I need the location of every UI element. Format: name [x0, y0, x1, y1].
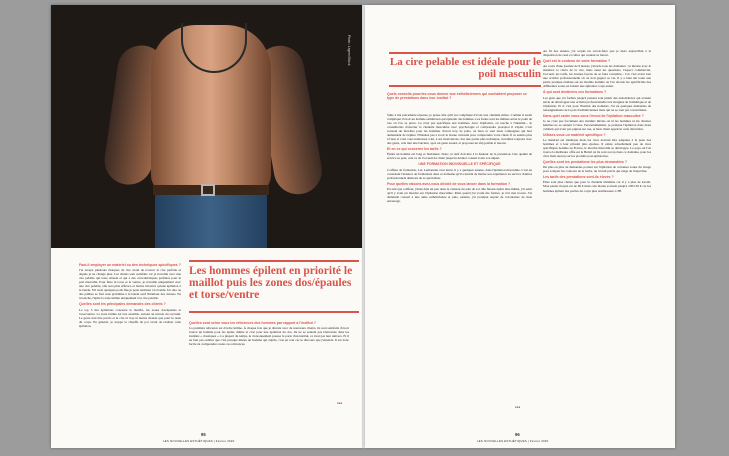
paragraph: Au fil des années, j'ai acquis un savoir-faire que je mets aujourd'hui à la disposition de ceux et celles qui veulent se lancer.	[543, 49, 651, 58]
question-heading: Quelles sont selon vous les réticences des hommes par rapport à l'institut ?	[189, 321, 316, 325]
paragraph: Coiffeur de formation, Luc Lemonnier s'est lancé, il y a quelques années, dans l'épilation masculine. C'est en constatant l'absence de formations dans ce domaine qu'il a décidé de mettre son expérience au service d'autres professionnels désireux de se spécialiser.	[387, 167, 532, 180]
title-rule-bottom	[389, 85, 541, 87]
paragraph: La première réticence est d'ordre intime. À chaque fois que je discute avec de nouveaux clients, ils sont satisfaits d'avoir trouvé un homme pour les épiler, même si c'est pour une épilation du dos. Ils ne se sentent pas bienvenus dans les instituts « classiques ». La plupart du temps, le cloisonnement pousse la porte d'un institut, ce n'est pas leur univers. Et il ne faut pas oublier que c'est presque mieux un homme qui s'épile, c'est en tout cas le discours que j'entends. Il est donc facile de comprendre toutes ces réticences.	[189, 326, 349, 347]
photo-belt-buckle	[201, 184, 215, 196]
page-number: 96	[515, 432, 520, 437]
paragraph: Le top 3 des épilations concerne le maillot, les zones dos/épaules et torse/ventre. La zone intime est très sensible, surtout au niveau du scrotum. Le geste doit être précis et la cire ni trop ni moins chaude que pour le reste du corps. En général, je stoppe la chauffe du pot avant de réaliser cette épilation.	[79, 307, 181, 328]
left-page	[51, 5, 363, 448]
article-photo	[51, 5, 363, 248]
paragraph: Elles sont plus chères que pour la clientèle féminine car il y a plus de travail. Mon panier moyen est de 60 € mais cela monte souvent jusqu'à 100/150 € car les hommes épilent des parties du corps plus nombreuses. LTB	[543, 180, 651, 193]
paragraph: Suite à ma précédente réponse, je pense dire qu'il est compliqué d'avoir une clientèle mixte. Comme il serait compliqué d'avoir un homme esthéticien qui épilerait des femmes. Les freins sont les mêmes selon le point de vue où l'on se place. Ce n'est pas spécifique aux hommes. Avec l'épilation, on touche à l'intimité... Je conseillerais d'aborder la clientèle masculine avec psychologie et comprendre pourquoi il s'épile. C'est souvent un mal-être pour les hommes d'avoir trop de poils, ou bien ce sont leurs compagnes qui leur demandent de s'épiler. N'hésitez pas à avoir la bonne curiosité pour comprendre votre client. Il se sentira plus à l'aise si vous vous intéressez à lui, à ses motivations. Sur une partie plus technique, travaillez toujours avec des gants, cela met une barrière, ayez un geste assuré, et proposez un slip jetable si besoin.	[387, 113, 532, 146]
page-folio	[515, 432, 520, 437]
issue-date: Février 2020	[529, 439, 549, 443]
paragraph: Du plus en plus de demandes portent sur l'épilation de certaines zones du visage pour sculpter les contours de la barbe, un travail précis qui exige de l'expertise.	[543, 165, 651, 174]
title-rule-bottom	[189, 311, 359, 313]
question-heading: Et en ce qui concerne les tarifs ?	[387, 147, 442, 152]
paragraph: Les gens que j'ai formés jusqu'à présent sont plutôt des autodidactes qui avaient envie de développer une activité professionnelle très éloignée de l'esthétique et de l'épilation. Et si c'est pour l'institut des hommes. J'ai eu quelques demandes de renseignements de la part d'esthéticiennes mais qui ne se sont pas concrétisées.	[543, 95, 651, 112]
page-number: 95	[201, 432, 206, 437]
paragraph: Au cours d'une journée de 9 heures, j'aborde tous les domaines : la théorie avec le matériel, le choix de la cire, mais aussi les questions, l'aspect commercial, l'accueil, les tarifs, les bonnes façons de se faire connaître... Car c'est avant tout une activité professionnelle où on doit gagner sa vie. Il y a bien sûr toute une partie pratique réalisée sur un modèle homme où l'on aborde les spécificités des différentes zones en faisant une épilation corps entier.	[543, 64, 651, 89]
title-rule-top	[389, 52, 541, 54]
question-heading: Quelles sont les prestations les plus demandées ?	[543, 160, 628, 165]
paragraph: Épiler un homme est long et fastidieux. Donc, le tarif doit être à la hauteur de la prestation. Une qualité de service se paie, cela va de l'accueil du client jusqu'au dernier conseil avant son départ.	[387, 152, 532, 161]
paragraph: Le matériel est identique mais les cires doivent être adaptées à la peau des hommes et à leur pilosité plus épaisse. Il existe actuellement peu de cires spécifiques homme en France, le marché masculin se développe. Le paye-où l'on trouve la meilleure offre est le Brésil où ils sont au top dans ce domaine, pour les cires mais aussi pour les produits post-épilatoires.	[543, 137, 651, 159]
photo-credit: Photo : Legere/iStock	[347, 35, 351, 66]
question-heading: Les tarifs des prestations sont-ils élevés ?	[543, 175, 614, 180]
right-article-title: La cire pelable est idéale pour le poil masculin	[389, 56, 541, 80]
question-heading: À qui sont destinées ces formations ?	[543, 90, 607, 95]
section-heading: UNE FORMATION INDIVIDUELLE ET SPÉCIFIQUE	[418, 162, 501, 167]
question-heading: Utilisez-vous un matériel spécifique ?	[543, 132, 606, 137]
page-folio	[201, 432, 206, 437]
title-rule-top	[189, 260, 359, 262]
right-column-1	[387, 113, 532, 204]
paragraph: Je ne crois pas forcément aux instituts mixtes où ni les hommes ni les clientes femmes ne se sentent à l'aise. Personnellement, je pratique l'épilation dans deux cabinets qui n'ont pas pignon sur rue, et mon client apprécie cette discrétion.	[543, 118, 651, 131]
folio-magazine: LES NOUVELLES ESTHÉTIQUES | Février 2020	[477, 439, 549, 443]
intro-question: Quels conseils pourriez-vous donner aux esthéticiennes qui souhaitent proposer ce type de prestations dans leur institut ?	[387, 92, 527, 101]
right-page	[365, 5, 675, 448]
magazine-name: LES NOUVELLES ESTHÉTIQUES	[477, 439, 527, 443]
left-column-2	[189, 319, 349, 348]
photo-jeans	[155, 191, 267, 248]
magazine-name: LES NOUVELLES ESTHÉTIQUES	[163, 439, 213, 443]
paragraph: J'ai essayé plusieurs marques de cire avant de trouver la cire parfaite et depuis je ne change plus. Les clients sont satisfaits car je travaille avec une cire pelable qui reste chaude et qui a des caractéristiques parfaites pour le poil masculin. Pour faire le torse et le ventre, je travaille uniquement avec une cire pelable, elle sera plus efficace et moins invasive qu'une épilation à la bande. S'il reste quelques poils fins je peux terminer à la bande. Un duo ou des jambes se font sans problème à la bande sauf l'intérieur des cuisses. En revanche, l'épile la zone intime uniquement à la cire pelable.	[79, 268, 181, 301]
question-heading: Pour quelles raisons avez-vous décidé de vous lancer dans la formation ?	[387, 181, 511, 186]
left-column-1	[79, 261, 181, 329]
folio-magazine: LES NOUVELLES ESTHÉTIQUES | Février 2020	[163, 439, 235, 443]
left-article-title: Les hommes épilent en priorité le maillot puis les zones dos/épaules et torse/ventre	[189, 265, 353, 302]
question-heading: Quel est le contenu de votre formation ?	[543, 59, 611, 64]
issue-date: Février 2020	[215, 439, 235, 443]
continued-marker: •••	[337, 401, 343, 407]
question-heading: Quelles sont les principales demandes des clients ?	[79, 302, 166, 307]
continued-marker: •••	[515, 405, 521, 411]
question-heading: Dans quel cadre vous-vous l'envoi de l'épilation masculine ?	[543, 113, 644, 118]
question-heading: Faut-il employer un matériel ou des techniques spécifiques ?	[79, 263, 181, 267]
paragraph: En tant que coiffeur, j'étais déjà un peu dans le créneau du soin de soi. Me faisant épiler moi-même, j'ai senti qu'il y avait un marché sur l'épilation masculine. Mais quand j'ai voulu me former, je n'ai rien trouvé. J'ai demandé conseil à une amie esthéticienne et puis, ensuite, j'ai pratiqué auprès de volontaires de mon entourage.	[387, 186, 532, 203]
right-column-2	[543, 49, 651, 194]
